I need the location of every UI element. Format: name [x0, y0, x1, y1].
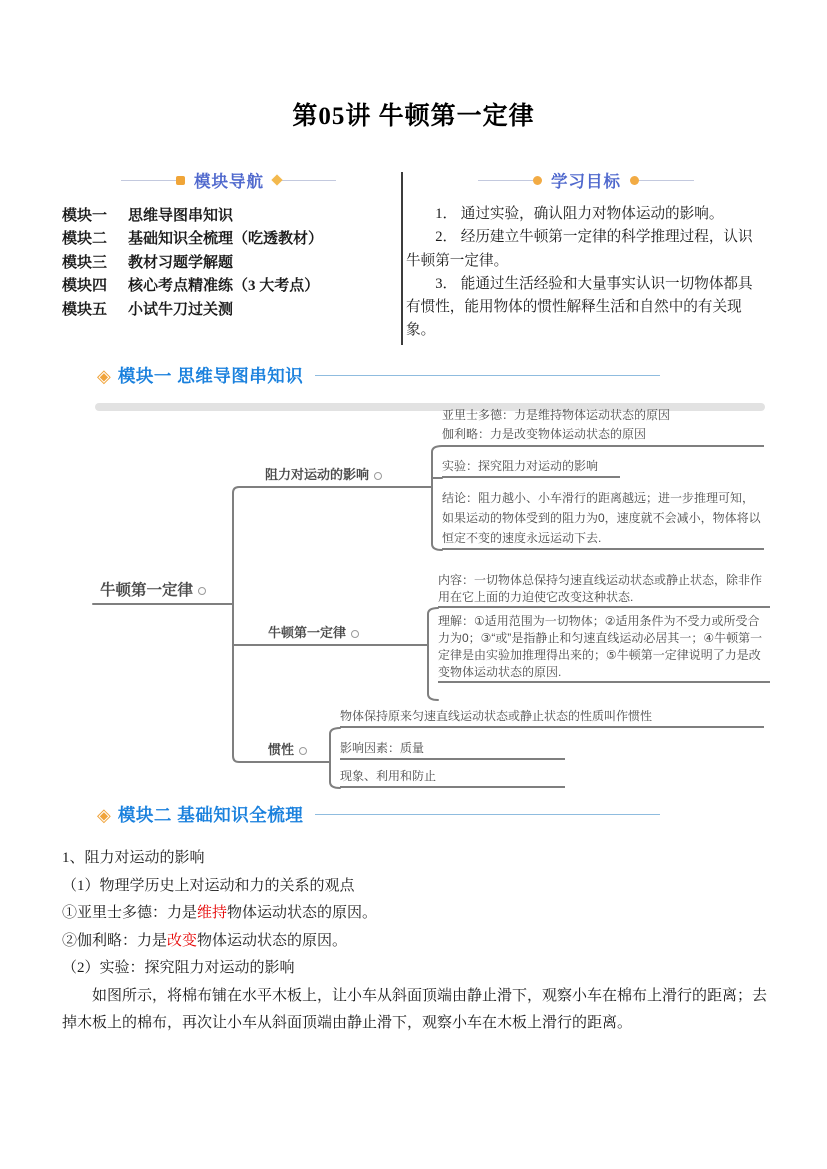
leaf-experiment [442, 457, 620, 478]
mindmap [90, 400, 770, 798]
leaf-text: 影响因素：质量 [340, 741, 425, 755]
decorative-line [478, 180, 533, 181]
decorative-line [281, 180, 336, 181]
leaf-historical-views [442, 406, 764, 447]
objectives-panel [406, 165, 766, 343]
decorative-line [315, 375, 660, 376]
module-label: 模块一 [62, 208, 108, 224]
objectives-title: 学习目标 [551, 173, 621, 191]
content-line: （1）物理学历史上对运动和力的关系的观点 [62, 877, 355, 894]
orange-dot-icon [630, 176, 639, 185]
branch-label: 惯性 [268, 742, 295, 757]
leaf-inertia-phenomena [340, 766, 565, 788]
leaf-text: 亚里士多德：力是维持物体运动状态的原因 [442, 408, 671, 422]
module-nav-panel [62, 165, 395, 322]
highlighted-term: 维持 [197, 905, 228, 921]
mindmap-root-label: 牛顿第一定律 [100, 582, 194, 599]
collapse-toggle-icon[interactable] [374, 472, 382, 480]
leaf-text: 结论：阻力越小、小车滑行的距离越远；进一步推理可知，如果运动的物体受到的阻力为0，速度就不会减小，物体将以恒定不变的速度永远运动下去. [442, 491, 761, 545]
content-paragraph: 如图所示，将棉布铺在水平木板上，让小车从斜面顶端由静止滑下，观察小车在棉布上滑行的距离；去掉木板上的棉布，再次让小车从斜面顶端由静止滑下，观察小车在木板上滑行的距离。 [62, 987, 768, 1031]
objective-item: 2． 经历建立牛顿第一定律的科学推理过程，认识牛顿第一定律。 [406, 229, 753, 269]
collapse-toggle-icon[interactable] [198, 587, 206, 595]
collapse-toggle-icon[interactable] [299, 747, 307, 755]
leaf-conclusion [442, 488, 764, 550]
leaf-law-content [438, 572, 770, 608]
branch-label: 牛顿第一定律 [268, 625, 347, 640]
objectives-header [406, 165, 766, 195]
module2-heading [97, 802, 660, 827]
branch-newtons-first-law[interactable] [268, 622, 359, 641]
leaf-text: 伽利略：力是改变物体运动状态的原因 [442, 427, 647, 441]
leaf-inertia-definition [340, 707, 764, 728]
module-nav-title: 模块导航 [194, 173, 264, 191]
decorative-line [121, 180, 176, 181]
leaf-text: 理解：①适用范围为一切物体；②适用条件为不受力或所受合力为0；③“或”是指静止和匀速直线运动必居其一；④牛顿第一定律是由实验加推理得出来的；⑤牛顿第一定律说明了力是改变物体运动状态的原因. [438, 614, 763, 679]
branch-inertia[interactable] [268, 739, 307, 758]
module1-heading [97, 363, 660, 388]
mindmap-root[interactable] [100, 578, 206, 600]
module2-heading-text: 模块二 基础知识全梳理 [117, 805, 304, 825]
objectives-body [406, 203, 766, 343]
module-nav-list [62, 205, 395, 322]
module-desc: 小试牛刀过关测 [128, 301, 234, 318]
leaf-inertia-factor [340, 738, 565, 760]
module-desc: 教材习题学解题 [128, 254, 234, 271]
orange-square-icon [176, 176, 185, 185]
leaf-text: 现象、利用和防止 [340, 769, 437, 783]
module-desc: 思维导图串知识 [128, 208, 234, 224]
orange-diamond-icon [271, 174, 282, 185]
module-desc: 核心考点精准练（3 大考点） [128, 278, 320, 295]
orange-dot-icon [533, 176, 542, 185]
module1-heading-text: 模块一 思维导图串知识 [117, 366, 304, 386]
text-run: 物体运动状态的原因。 [197, 932, 348, 949]
leaf-law-understanding [438, 613, 770, 683]
text-run: ①亚里士多德：力是 [62, 905, 198, 921]
text-run: 物体运动状态的原因。 [227, 905, 378, 921]
module-label: 模块二 [62, 231, 108, 248]
branch-resistance[interactable] [265, 464, 382, 483]
objective-item: 1． 通过实验，确认阻力对物体运动的影响。 [435, 206, 724, 222]
list-item [62, 299, 395, 322]
column-divider [401, 172, 403, 345]
decorative-line [639, 180, 694, 181]
content-line: （2）实验：探究阻力对运动的影响 [62, 960, 295, 976]
leaf-text: 物体保持原来匀速直线运动状态或静止状态的性质叫作惯性 [340, 709, 653, 723]
page-title: 第05讲 牛顿第一定律 [292, 103, 535, 130]
list-item [62, 252, 395, 275]
module-nav-header [62, 165, 395, 195]
content-line [62, 900, 767, 928]
double-diamond-icon: ◈ [97, 365, 111, 386]
list-item [62, 228, 395, 251]
collapse-toggle-icon[interactable] [351, 630, 359, 638]
leaf-text: 内容：一切物体总保持匀速直线运动状态或静止状态，除非作用在它上面的力迫使它改变这种状态. [438, 573, 763, 604]
decorative-line [315, 814, 660, 815]
branch-label: 阻力对运动的影响 [265, 467, 370, 482]
content-line: 1、阻力对运动的影响 [62, 850, 205, 866]
list-item [62, 275, 395, 298]
module-label: 模块三 [62, 254, 108, 271]
section2-body [62, 845, 767, 1038]
text-run: ②伽利略：力是 [62, 932, 168, 949]
module-label: 模块五 [62, 301, 108, 318]
list-item [62, 205, 395, 228]
objective-item: 3． 能通过生活经验和大量事实认识一切物体都具有惯性，能用物体的惯性解释生活和自然中的有关现象。 [406, 275, 753, 339]
leaf-text: 实验：探究阻力对运动的影响 [442, 459, 599, 473]
module-desc: 基础知识全梳理（吃透教材） [128, 231, 324, 248]
highlighted-term: 改变 [167, 932, 198, 949]
module-label: 模块四 [62, 278, 108, 295]
double-diamond-icon: ◈ [97, 804, 111, 825]
content-line [62, 928, 767, 956]
